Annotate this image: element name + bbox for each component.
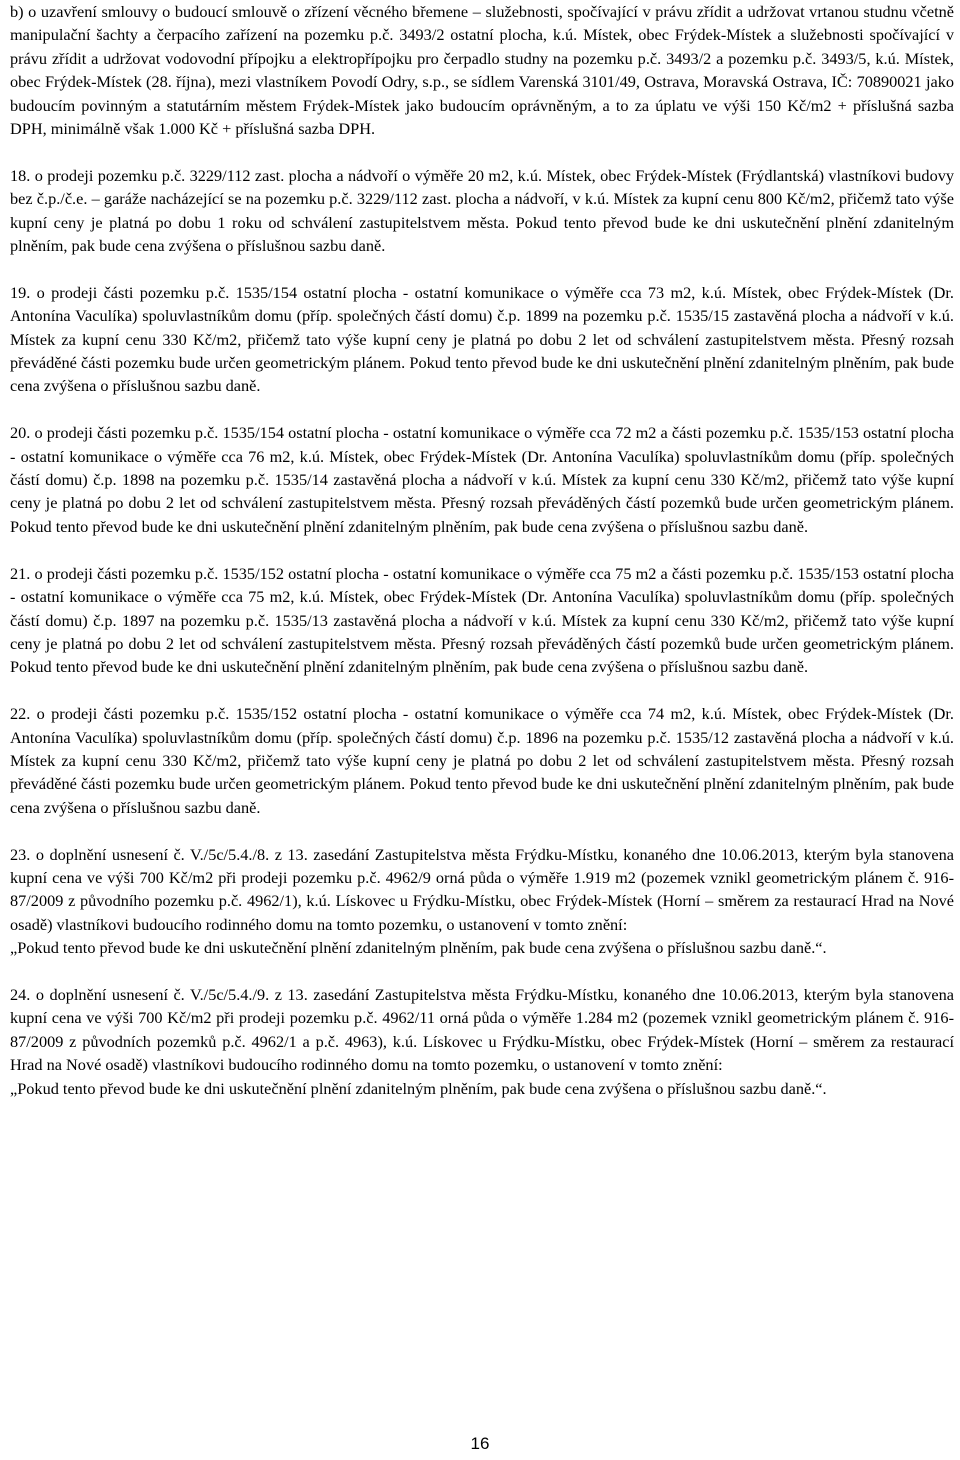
paragraph-20-sale: 20. o prodeji části pozemku p.č. 1535/154 ostatní plocha - ostatní komunikace o výměře cca 72 m2 a části pozemku p.č. 1535/153 ostatní plocha - ostatní komunikace o výměře cca 76 m2, k.ú. Místek, obec Frýdek-Místek (Dr. Antonína Vaculíka) spoluvlastníkům domu (příp. společných částí domu) č.p. 1898 na pozemku p.č. 1535/14 zastavěná plocha a nádvoří v k.ú. Místek za kupní cenu 330 Kč/m2, přičemž tato výše kupní ceny je platná po dobu 2 let od schválení zastupitelstvem města. Přesný rozsah převáděných částí pozemků bude určen geometrickým plánem. Pokud tento převod bude ke dni uskutečnění plnění zdanitelným plněním, pak bude cena zvýšena o příslušnou sazbu daně. — [10, 423, 954, 536]
paragraph-18-sale: 18. o prodeji pozemku p.č. 3229/112 zast. plocha a nádvoří o výměře 20 m2, k.ú. Místek, obec Frýdek-Místek (Frýdlantská) vlastníkovi budovy bez č.p./č.e. – garáže nacházející se na pozemku p.č. 3229/112 zast. plocha a nádvoří, v k.ú. Místek za kupní cenu 800 Kč/m2, přičemž tato výše kupní ceny je platná po dobu 1 roku od schválení zastupitelstvem města. Pokud tento převod bude ke dni uskutečnění plnění zdanitelným plněním, pak bude cena zvýšena o příslušnou sazbu daně. — [10, 165, 954, 256]
paragraph-22-sale: 22. o prodeji části pozemku p.č. 1535/152 ostatní plocha - ostatní komunikace o výměře cca 74 m2, k.ú. Místek, obec Frýdek-Místek (Dr. Antonína Vaculíka) spoluvlastníkům domu (příp. společných částí domu) č.p. 1896 na pozemku p.č. 1535/12 zastavěná plocha a nádvoří v k.ú. Místek za kupní cenu 330 Kč/m2, přičemž tato výše kupní ceny je platná po dobu 2 let od schválení zastupitelstvem města. Přesný rozsah převáděné části pozemku bude určen geometrickým plánem. Pokud tento převod bude ke dni uskutečnění plnění zdanitelným plněním, pak bude cena zvýšena o příslušnou sazbu daně. — [10, 704, 954, 817]
document-page — [10, 0, 954, 1100]
paragraph-24-amendment: 24. o doplnění usnesení č. V./5c/5.4./9. z 13. zasedání Zastupitelstva města Frýdku-Místku, konaného dne 10.06.2013, kterým byla stanovena kupní cena ve výši 700 Kč/m2 při prodeji pozemku p.č. 4962/11 orná půda o výměře 1.284 m2 (pozemek vznikl geometrickým plánem č. 916-87/2009 z původních pozemků p.č. 4962/1 a p.č. 4963), k.ú. Lískovec u Frýdku-Místku, obec Frýdek-Místek (Horní – směrem za restaurací Hrad na Nové osadě) vlastníkovi budoucího rodinného domu na tomto pozemku, o ustanovení v tomto znění: „Pokud tento převod bude ke dni uskutečnění plnění zdanitelným plněním, pak bude cena zvýšena o příslušnou sazbu daně.“. — [10, 984, 954, 1098]
page-number: 16 — [470, 1434, 490, 1453]
paragraph-b-easement: b) o uzavření smlouvy o budoucí smlouvě o zřízení věcného břemene – služebnosti, spočívající v právu zřídit a udržovat vrtanou studnu včetně manipulační šachty a čerpacího zařízení na pozemku p.č. 3493/2 ostatní plocha, k.ú. Místek, obec Frýdek-Místek a služebnosti spočívající v právu zřídit a udržovat vodovodní přípojku a elektropřípojku pro čerpadlo studny na pozemku p.č. 3493/2 a pozemku p.č. 3493/5, k.ú. Místek, obec Frýdek-Místek (28. října), mezi vlastníkem Povodí Odry, s.p., se sídlem Varenská 3101/49, Ostrava, Moravská Ostrava, IČ: 70890021 jako budoucím povinným a statutárním městem Frýdek-Místek jako budoucím oprávněným, a to za úplatu ve výši 150 Kč/m2 + příslušná sazba DPH, minimálně však 1.000 Kč + příslušná sazba DPH. — [10, 2, 954, 139]
paragraph-23-amendment: 23. o doplnění usnesení č. V./5c/5.4./8. z 13. zasedání Zastupitelstva města Frýdku-Místku, konaného dne 10.06.2013, kterým byla stanovena kupní cena ve výši 700 Kč/m2 při prodeji pozemku p.č. 4962/9 orná půda o výměře 1.919 m2 (pozemek vznikl geometrickým plánem č. 916-87/2009 z původního pozemku p.č. 4962/1), k.ú. Lískovec u Frýdku-Místku, obec Frýdek-Místek (Horní – směrem za restaurací Hrad na Nové osadě) vlastníkovi budoucího rodinného domu na tomto pozemku, o ustanovení v tomto znění: „Pokud tento převod bude ke dni uskutečnění plnění zdanitelným plněním, pak bude cena zvýšena o příslušnou sazbu daně.“. — [10, 844, 954, 958]
paragraph-19-sale: 19. o prodeji části pozemku p.č. 1535/154 ostatní plocha - ostatní komunikace o výměře cca 73 m2, k.ú. Místek, obec Frýdek-Místek (Dr. Antonína Vaculíka) spoluvlastníkům domu (příp. společných částí domu) č.p. 1899 na pozemku p.č. 1535/15 zastavěná plocha a nádvoří v k.ú. Místek za kupní cenu 330 Kč/m2, přičemž tato výše kupní ceny je platná po dobu 2 let od schválení zastupitelstvem města. Přesný rozsah převáděné části pozemku bude určen geometrickým plánem. Pokud tento převod bude ke dni uskutečnění plnění zdanitelným plněním, pak bude cena zvýšena o příslušnou sazbu daně. — [10, 282, 954, 396]
paragraph-21-sale: 21. o prodeji části pozemku p.č. 1535/152 ostatní plocha - ostatní komunikace o výměře cca 75 m2 a části pozemku p.č. 1535/153 ostatní plocha - ostatní komunikace o výměře cca 75 m2, k.ú. Místek, obec Frýdek-Místek (Dr. Antonína Vaculíka) spoluvlastníkům domu (příp. společných částí domu) č.p. 1897 na pozemku p.č. 1535/13 zastavěná plocha a nádvoří v k.ú. Místek za kupní cenu 330 Kč/m2, přičemž tato výše kupní ceny je platná po dobu 2 let od schválení zastupitelstvem města. Přesný rozsah převáděných částí pozemků bude určen geometrickým plánem. Pokud tento převod bude ke dni uskutečnění plnění zdanitelným plněním, pak bude cena zvýšena o příslušnou sazbu daně. — [10, 563, 954, 677]
